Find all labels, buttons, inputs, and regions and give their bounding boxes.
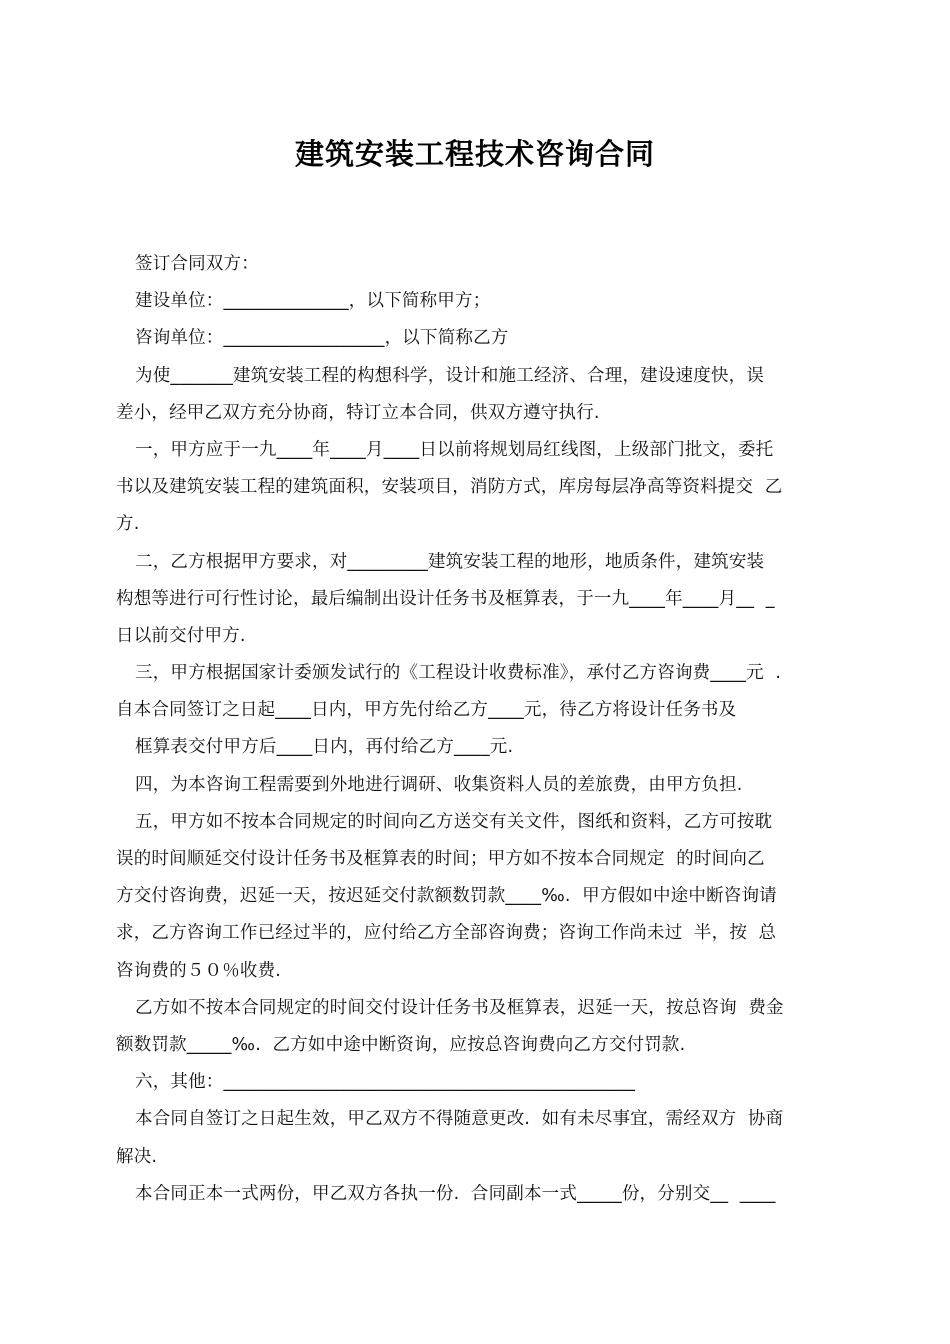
text-line: 方交付咨询费，迟延一天，按迟延交付款额数罚款____‰. 甲方假如中途中断咨询请 (116, 886, 777, 907)
text-line: 差小，经甲乙双方充分协商，特订立本合同，供双方遵守执行. (116, 402, 600, 423)
text-line: 额数罚款_____‰. 乙方如中途中断资询，应按总咨询费向乙方交付罚款. (116, 1034, 686, 1055)
text-line: 为使_______建筑安装工程的构想科学，设计和施工经济、合理，建设速度快，误 (135, 365, 765, 386)
text-line: 书以及建筑安装工程的建筑面积，安装项目，消防方式，库房每层净高等资料提交 乙 (116, 477, 783, 498)
document-title: 建筑安装工程技术咨询合同 (294, 137, 655, 171)
text-line: 自本合同签订之日起____日内，甲方先付给乙方____元，待乙方将设计任务书及 (116, 700, 737, 721)
text-line: 框算表交付甲方后____日内，再付给乙方____元. (135, 737, 514, 758)
text-line: 咨询费的５０％收费. (116, 960, 282, 981)
text-line: 建设单位：______________，以下简称甲方； (135, 291, 491, 312)
text-line: 签订合同双方： (135, 254, 259, 274)
text-line: 求，乙方咨询工作已经过半的，应付给乙方全部咨询费；咨询工作尚未过 半，按 总 (116, 923, 777, 944)
document-body (116, 246, 838, 1213)
text-line: 日以前交付甲方. (116, 625, 246, 646)
text-line: 二，乙方根据甲方要求，对_________建筑安装工程的地形，地质条件，建筑安装 (135, 551, 765, 572)
text-line: 方. (116, 514, 140, 535)
text-line: 咨询单位：__________________，以下简称乙方 (135, 328, 509, 349)
text-line: 四，为本咨询工程需要到外地进行调研、收集资料人员的差旅费，由甲方负担. (135, 774, 743, 795)
text-line: 六，其他：______________________________________________ (135, 1072, 636, 1093)
text-line: 一，甲方应于一九____年____月____日以前将规划局红线图，上级部门批文，委托 (135, 439, 774, 460)
text-line: 误的时间顺延交付设计任务书及框算表的时间；甲方如不按本合同规定 的时间向乙 (116, 849, 765, 869)
text-line: 乙方如不按本合同规定的时间交付设计任务书及框算表，迟延一天，按总咨询 费金 (135, 997, 784, 1018)
text-line: 本合同自签订之日起生效，甲乙双方不得随意更改. 如有未尽事宜，需经双方 协商 (135, 1109, 784, 1130)
text-line: 五，甲方如不按本合同规定的时间向乙方送交有关文件，图纸和资料，乙方可按耽 (135, 811, 773, 832)
text-line: 构想等进行可行性讨论，最后编制出设计任务书及框算表，于一九____年____月__ _ (116, 588, 775, 609)
text-line: 本合同正本一式两份，甲乙双方各执一份. 合同副本一式_____份，分别交__ ____ (135, 1183, 776, 1204)
text-line: 解决. (116, 1146, 158, 1167)
text-line: 三，甲方根据国家计委颁发试行的《工程设计收费标准》，承付乙方咨询费____元 . (135, 663, 782, 684)
